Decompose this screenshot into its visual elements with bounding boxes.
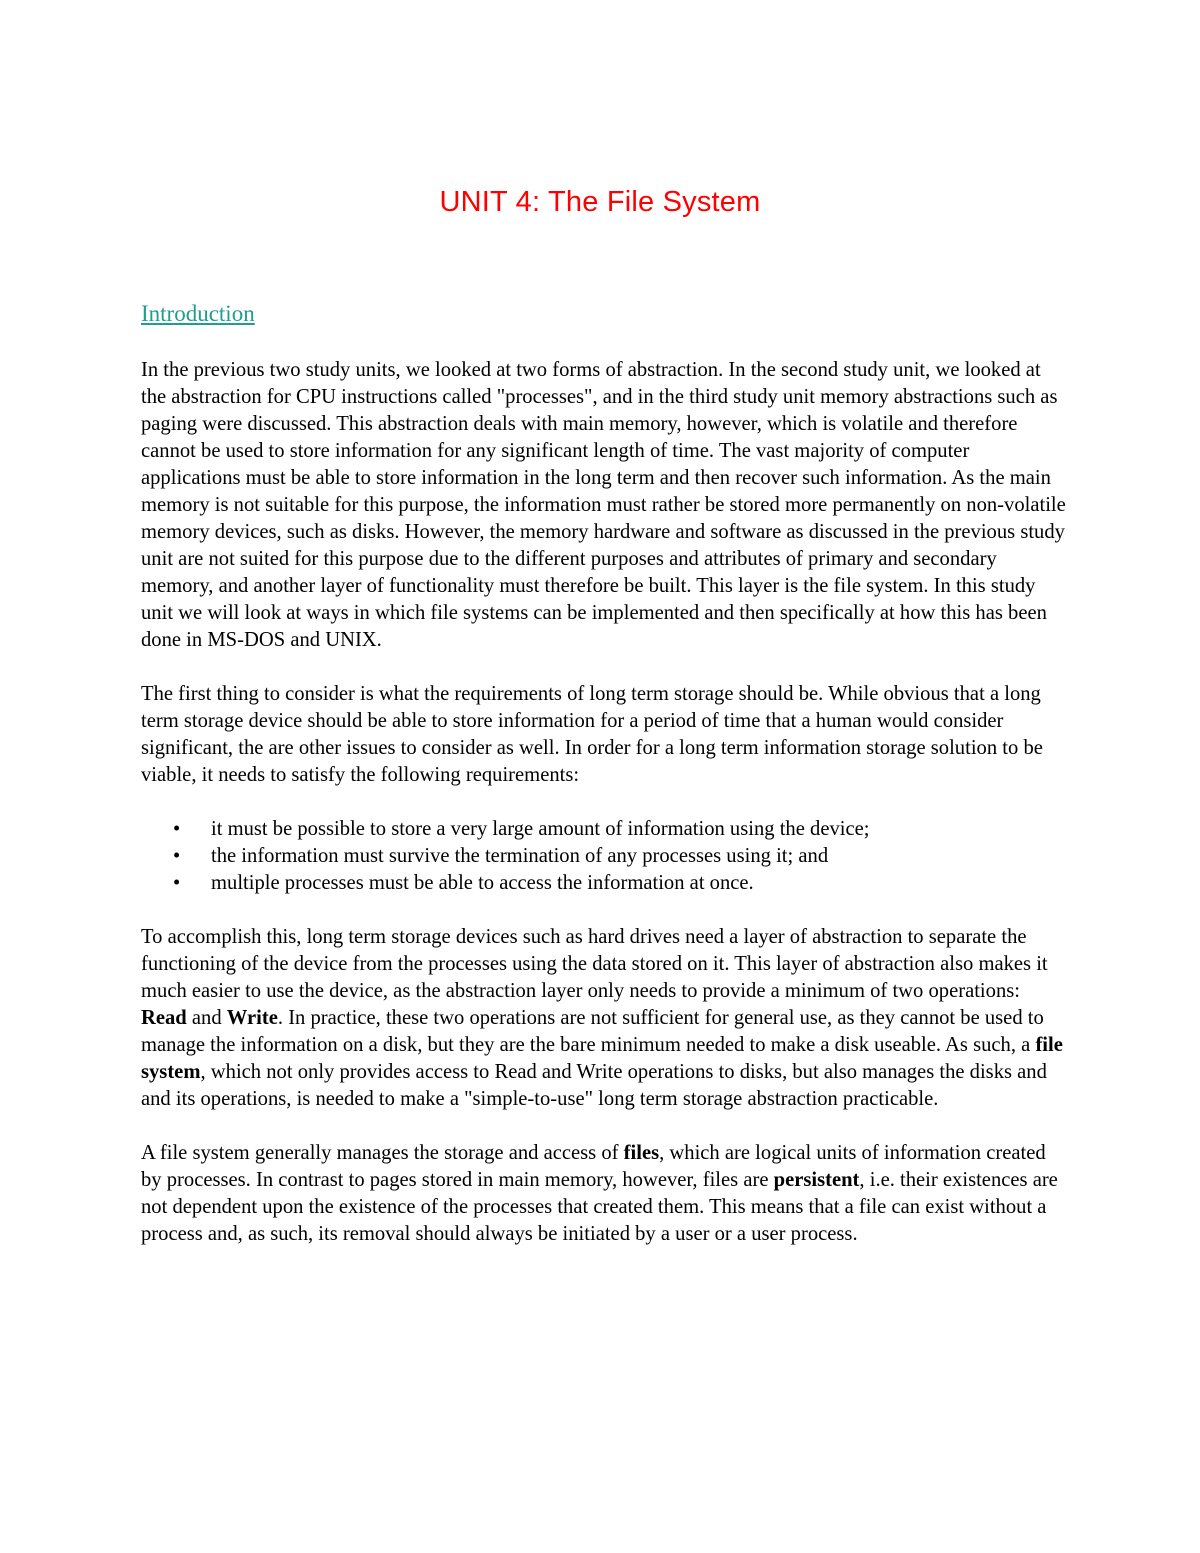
list-item-text: multiple processes must be able to access the information at once. (211, 872, 754, 894)
term-write: Write (226, 1007, 278, 1029)
section-heading-introduction: Introduction (141, 301, 255, 326)
term-file-system: file system (141, 1034, 1063, 1083)
term-read: Read (141, 1007, 187, 1029)
list-item (141, 816, 1066, 843)
term-files: files (623, 1142, 660, 1164)
bullet-icon: • (173, 818, 181, 840)
abstraction-text-1: To accomplish this, long term storage devices such as hard drives need a layer of abstraction to separate the functioning of the device from the processes using the data stored on it. This layer of abstraction also makes it much easier to use the device, as the abstraction layer only needs to provide a minimum of two operations: (141, 926, 1048, 1002)
abstraction-text-2: and (186, 1007, 227, 1029)
requirements-list (141, 816, 1066, 897)
abstraction-text-4: , which not only provides access to Read and Write operations to disks, but also manages the disks and and its operations, is needed to make a "simple-to-use" long term storage abstraction practicable. (141, 1061, 1047, 1110)
list-item-text: it must be possible to store a very large amount of information using the device; (211, 818, 870, 840)
intro-paragraph: In the previous two study units, we looked at two forms of abstraction. In the second study unit, we looked at the abstraction for CPU instructions called "processes", and in the third study unit memory abstractions such as paging were discussed. This abstraction deals with main memory, however, which is volatile and therefore cannot be used to store information for any significant length of time. The vast majority of computer applications must be able to store information in the long term and then recover such information. As the main memory is not suitable for this purpose, the information must rather be stored more permanently on non-volatile memory devices, such as disks. However, the memory hardware and software as discussed in the previous study unit are not suited for this purpose due to the different purposes and attributes of primary and secondary memory, and another layer of functionality must therefore be built. This layer is the file system. In this study unit we will look at ways in which file systems can be implemented and then specifically at how this has been done in MS-DOS and UNIX. (141, 359, 1066, 651)
files-paragraph (141, 1140, 1066, 1248)
files-text-2: , which are logical units of information created by processes. In contrast to pages stored in main memory, however, files are (141, 1142, 1046, 1191)
files-text-3: , i.e. their existences are not dependent upon the existence of the processes that created them. This means that a file can exist without a process and, as such, its removal should always be initiated by a user or a user process. (141, 1169, 1058, 1245)
document-body (141, 298, 1066, 1275)
abstraction-paragraph (141, 924, 1066, 1113)
bullet-icon: • (173, 845, 181, 867)
document-title: UNIT 4: The File System (439, 186, 761, 218)
list-item-text: the information must survive the termination of any processes using it; and (211, 845, 829, 867)
requirements-intro-paragraph: The first thing to consider is what the requirements of long term storage should be. While obvious that a long term storage device should be able to store information for a period of time that a human would consider significant, the are other issues to consider as well. In order for a long term information storage solution to be viable, it needs to satisfy the following requirements: (141, 683, 1043, 786)
list-item (141, 843, 1066, 870)
files-text-1: A file system generally manages the storage and access of (141, 1142, 624, 1164)
bullet-icon: • (173, 872, 181, 894)
list-item (141, 870, 1066, 897)
term-persistent: persistent (773, 1169, 860, 1191)
abstraction-text-3: . In practice, these two operations are not sufficient for general use, as they cannot be used to manage the information on a disk, but they are the bare minimum needed to make a disk useable. As such, a (141, 1007, 1044, 1056)
